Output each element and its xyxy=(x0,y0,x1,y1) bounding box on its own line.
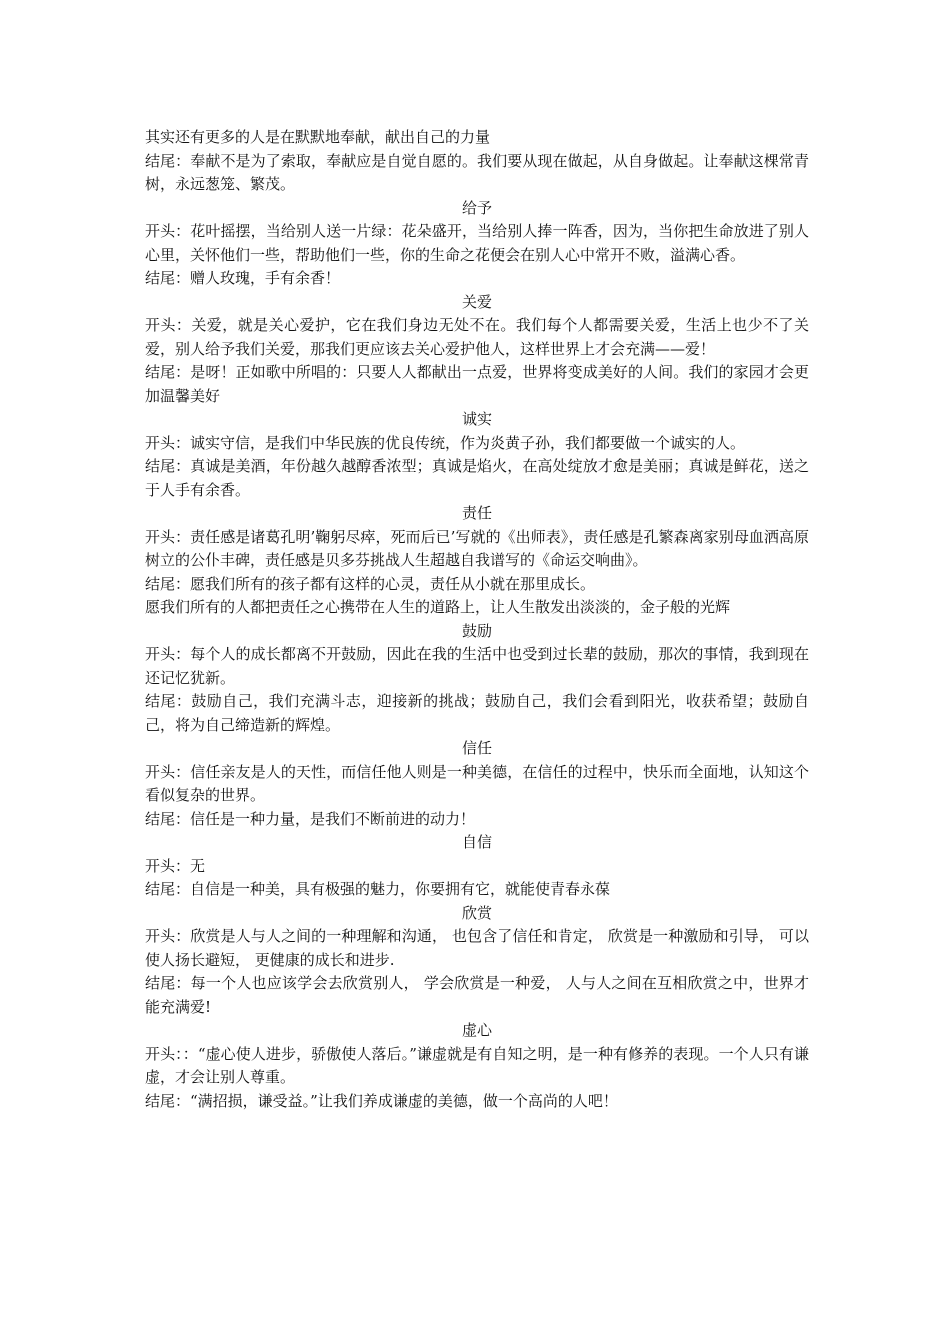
section-title: 虚心 xyxy=(461,1021,492,1039)
intro-line: 其实还有更多的人是在默默地奉献，献出自己的力量 xyxy=(145,128,491,146)
section-encouragement xyxy=(145,620,809,738)
section-opening: 开头：花叶摇摆，当给别人送一片绿：花朵盛开，当给别人捧一阵香，因为，当你把生命放进了别人心里，关怀他们一些，帮助他们一些，你的生命之花便会在别人心中常开不败，溢满心香。 xyxy=(145,222,809,264)
section-opening: 开头：诚实守信，是我们中华民族的优良传统，作为炎黄子孙，我们都要做一个诚实的人。 xyxy=(145,433,746,452)
section-opening: 开头：关爱，就是关心爱护，它在我们身边无处不在。我们每个人都需要关爱，生活上也少不了关爱，别人给予我们关爱，那我们更应该去关心爱护他人，这样世界上才会充满——爱！ xyxy=(145,316,809,358)
section-extra: 愿我们所有的人都把责任之心携带在人生的道路上，让人生散发出淡淡的，金子般的光辉 xyxy=(145,598,731,616)
section-title: 信任 xyxy=(461,739,492,757)
section-appreciation xyxy=(145,902,809,1020)
section-opening: 开头：无 xyxy=(145,856,206,875)
section-ending: 结尾：是呀！正如歌中所唱的：只要人人都献出一点爱，世界将变成美好的人间。我们的家园才会更加温馨美好 xyxy=(145,363,809,405)
section-opening: 开头：信任亲友是人的天性，而信任他人则是一种美德，在信任的过程中，快乐而全面地，认知这个看似复杂的世界。 xyxy=(145,762,809,804)
section-ending: 结尾：“满招损，谦受益。”让我们养成谦虚的美德，做一个高尚的人吧！ xyxy=(145,1091,618,1110)
section-care xyxy=(145,291,809,409)
section-ending: 结尾：鼓励自己，我们充满斗志，迎接新的挑战；鼓励自己，我们会看到阳光，收获希望；鼓励自己，将为自己缔造新的辉煌。 xyxy=(145,692,809,734)
section-title: 自信 xyxy=(461,833,492,851)
section-ending: 结尾：愿我们所有的孩子都有这样的心灵，责任从小就在那里成长。 xyxy=(145,574,596,593)
section-responsibility xyxy=(145,502,809,620)
section-ending: 结尾：赠人玫瑰，手有余香！ xyxy=(145,269,341,287)
intro-ending: 结尾：奉献不是为了索取，奉献应是自觉自愿的。我们要从现在做起，从自身做起。让奉献这棵常青树，永远葱笼、繁茂。 xyxy=(145,151,809,193)
document-body xyxy=(145,126,809,1113)
section-honesty xyxy=(145,408,809,502)
section-modesty xyxy=(145,1019,809,1113)
section-title: 鼓励 xyxy=(461,621,492,640)
section-title: 诚实 xyxy=(461,410,492,428)
section-title: 给予 xyxy=(461,198,492,217)
section-opening: 开头：欣赏是人与人之间的一种理解和沟通， 也包含了信任和肯定， 欣赏是一种激励和引导， 可以使人扬长避短， 更健康的成长和进步. xyxy=(145,927,809,969)
section-confidence xyxy=(145,831,809,902)
section-title: 关爱 xyxy=(461,292,492,311)
section-opening: 开头：责任感是诸葛孔明’鞠躬尽瘁，死而后已’写就的《出师表》，责任感是孔繁森离家别母血洒高原树立的公仆丰碑，责任感是贝多芬挑战人生超越自我谱写的《命运交响曲》。 xyxy=(145,527,809,569)
section-trust xyxy=(145,737,809,831)
section-giving xyxy=(145,197,809,291)
section-title: 欣赏 xyxy=(461,903,492,922)
section-ending: 结尾：真诚是美酒，年份越久越醇香浓型；真诚是焰火，在高处绽放才愈是美丽；真诚是鲜花，送之于人手有余香。 xyxy=(145,457,809,499)
section-title: 责任 xyxy=(461,504,492,522)
section-opening: 开头：每个人的成长都离不开鼓励，因此在我的生活中也受到过长辈的鼓励，那次的事情，我到现在还记忆犹新。 xyxy=(145,645,809,687)
section-ending: 结尾：自信是一种美，具有极强的魅力，你要拥有它，就能使青春永葆 xyxy=(145,880,611,898)
section-ending: 结尾：信任是一种力量，是我们不断前进的动力！ xyxy=(145,809,476,828)
section-ending: 结尾：每一个人也应该学会去欣赏别人， 学会欣赏是一种爱， 人与人之间在互相欣赏之中，世界才能充满爱! xyxy=(145,974,809,1016)
section-opening: 开头：：“虚心使人进步，骄傲使人落后。”谦虚就是有自知之明，是一种有修养的表现。一个人只有谦虚，才会让别人尊重。 xyxy=(145,1044,809,1086)
